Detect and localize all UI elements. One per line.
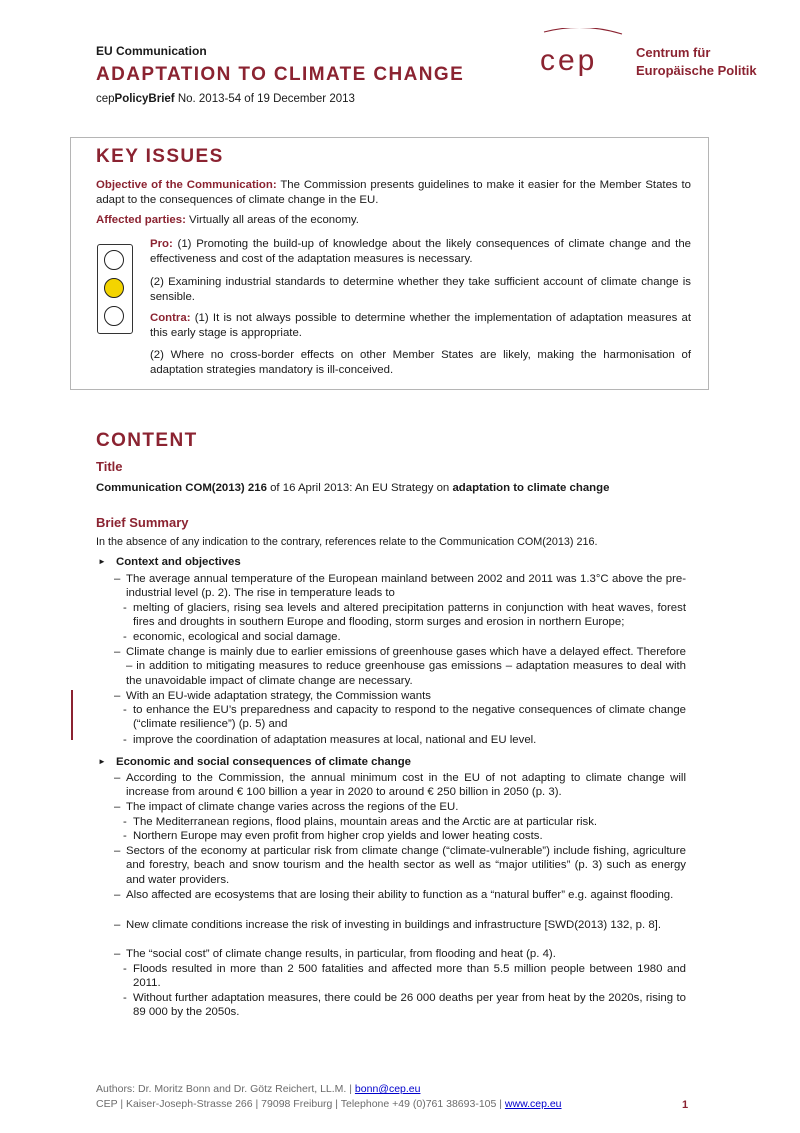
list-item: – The “social cost” of climate change results, in particular, from flooding and heat (p. 4). xyxy=(114,947,686,961)
contra-label: Contra: xyxy=(150,312,191,324)
traffic-light-icon xyxy=(97,244,133,334)
pro-paragraph-2: (2) Examining industrial standards to determine whether they take sufficient account of climate change is sensible. xyxy=(150,276,691,303)
objective-label: Objective of the Communication: xyxy=(96,179,277,191)
contra-paragraph-1 xyxy=(150,311,691,340)
list-item: – Climate change is mainly due to earlier emissions of greenhouse gases which have a delayed effect. Therefore – in addition to mitigating measures to reduce greenhouse gas emissions – adaptation measures to deal with the unavoidable impact of climate change are necessary. xyxy=(114,645,686,688)
content-heading: CONTENT xyxy=(96,430,198,451)
traffic-light-middle xyxy=(104,278,124,298)
affected-label: Affected parties: xyxy=(96,214,186,226)
list-item: – Also affected are ecosystems that are losing their ability to function as a “natural buffer” e.g. against flooding. xyxy=(114,888,686,902)
document-kicker: EU Communication xyxy=(96,44,207,58)
section-title: Economic and social consequences of climate change xyxy=(116,756,411,768)
list-subitem: - The Mediterranean regions, flood plains, mountain areas and the Arctic are at particular risk. xyxy=(121,815,686,829)
communication-ref: Communication COM(2013) 216 xyxy=(96,482,267,494)
traffic-light-bottom xyxy=(104,306,124,326)
footer-address xyxy=(96,1098,562,1110)
list-item: – The impact of climate change varies across the regions of the EU. xyxy=(114,800,686,814)
triangle-bullet-icon: ► xyxy=(98,757,106,766)
key-issues-heading: KEY ISSUES xyxy=(96,146,224,167)
page-number: 1 xyxy=(682,1099,689,1111)
address-text: CEP | Kaiser-Joseph-Strasse 266 | 79098 Freiburg | Telephone +49 (0)761 38693-105 | xyxy=(96,1098,505,1110)
logo-mark: cep xyxy=(540,44,598,77)
organization-name xyxy=(636,44,757,80)
authors-text: Authors: Dr. Moritz Bonn and Dr. Götz Reichert, LL.M. | xyxy=(96,1083,355,1095)
communication-title xyxy=(96,481,609,495)
organization-name-line2: Europäische Politik xyxy=(636,63,757,78)
triangle-bullet-icon: ► xyxy=(98,557,106,566)
pro-label: Pro: xyxy=(150,238,173,250)
objective-text: The Commission presents guidelines to make it easier for the Member States to adapt to the consequences of climate change in the EU. xyxy=(96,179,691,206)
list-item: – Sectors of the economy at particular risk from climate change (“climate-vulnerable”) include fishing, agriculture and forestry, beach and snow tourism and the health sector as well as “major utilities” (p. 3) such as energy and water providers. xyxy=(114,844,686,887)
author-email-link[interactable]: bonn@cep.eu xyxy=(354,1083,421,1095)
brief-name: PolicyBrief xyxy=(114,93,175,105)
section-title: Context and objectives xyxy=(116,556,241,568)
affected-text: Virtually all areas of the economy. xyxy=(185,214,359,226)
key-issues-box xyxy=(70,137,709,390)
affected-parties-paragraph xyxy=(96,213,691,228)
brief-number: No. 2013-54 of 19 December 2013 xyxy=(174,93,355,105)
cep-logo-icon xyxy=(538,28,628,88)
organization-name-line1: Centrum für xyxy=(636,45,711,60)
list-subitem: - melting of glaciers, rising sea levels and altered precipitation patterns in conjunction with heat waves, forest fires and droughts in southern Europe and flooding, storm surges and erosion in northern Europe; xyxy=(121,601,686,630)
document-title: ADAPTATION TO CLIMATE CHANGE xyxy=(96,64,465,85)
title-heading: Title xyxy=(96,459,123,474)
objective-paragraph xyxy=(96,178,691,207)
brief-summary-heading: Brief Summary xyxy=(96,515,189,530)
list-subitem: - Floods resulted in more than 2 500 fatalities and affected more than 5.5 million people between 1980 and 2011. xyxy=(121,962,686,991)
brief-reference xyxy=(96,93,355,105)
communication-topic: adaptation to climate change xyxy=(452,482,610,494)
margin-marker xyxy=(71,690,73,740)
pro-paragraph-1 xyxy=(150,237,691,266)
website-link[interactable]: www.cep.eu xyxy=(504,1098,562,1110)
list-item: – With an EU-wide adaptation strategy, the Commission wants xyxy=(114,689,686,703)
footer-authors xyxy=(96,1083,420,1095)
summary-intro: In the absence of any indication to the contrary, references relate to the Communication COM(2013) 216. xyxy=(96,536,598,548)
communication-date: of 16 April 2013: An EU Strategy on xyxy=(266,482,453,494)
contra-paragraph-2: (2) Where no cross-border effects on other Member States are likely, making the harmonisation of adaptation strategies mandatory is ill-conceived. xyxy=(150,349,691,376)
list-item: – New climate conditions increase the risk of investing in buildings and infrastructure [SWD(2013) 132, p. 8]. xyxy=(114,918,686,932)
list-item: – The average annual temperature of the European mainland between 2002 and 2011 was 1.3°C above the pre-industrial level (p. 2). The rise in temperature leads to xyxy=(114,572,686,601)
list-subitem: - Without further adaptation measures, there could be 26 000 deaths per year from heat by the 2020s, rising to 89 000 by the 2050s. xyxy=(121,991,686,1020)
brief-prefix: cep xyxy=(96,93,115,105)
list-subitem: - to enhance the EU’s preparedness and capacity to respond to the negative consequences of climate change (“climate resilience”) (p. 5) and xyxy=(121,703,686,732)
list-item: – According to the Commission, the annual minimum cost in the EU of not adapting to climate change will increase from around € 100 billion a year in 2020 to around € 250 billion in 2050 (p. 3). xyxy=(114,771,686,800)
contra-text-1: (1) It is not always possible to determine whether the implementation of adaptation measures at this early stage is appropriate. xyxy=(150,312,691,339)
list-subitem: - economic, ecological and social damage. xyxy=(121,630,686,644)
list-subitem: - improve the coordination of adaptation measures at local, national and EU level. xyxy=(121,733,686,747)
section-context-objectives xyxy=(98,556,241,568)
pro-text-1: (1) Promoting the build-up of knowledge about the likely consequences of climate change and the effectiveness and cost of the adaptation measures is necessary. xyxy=(150,238,691,265)
traffic-light-top xyxy=(104,250,124,270)
section-economic-social xyxy=(98,756,411,768)
list-subitem: - Northern Europe may even profit from higher crop yields and lower heating costs. xyxy=(121,829,686,843)
